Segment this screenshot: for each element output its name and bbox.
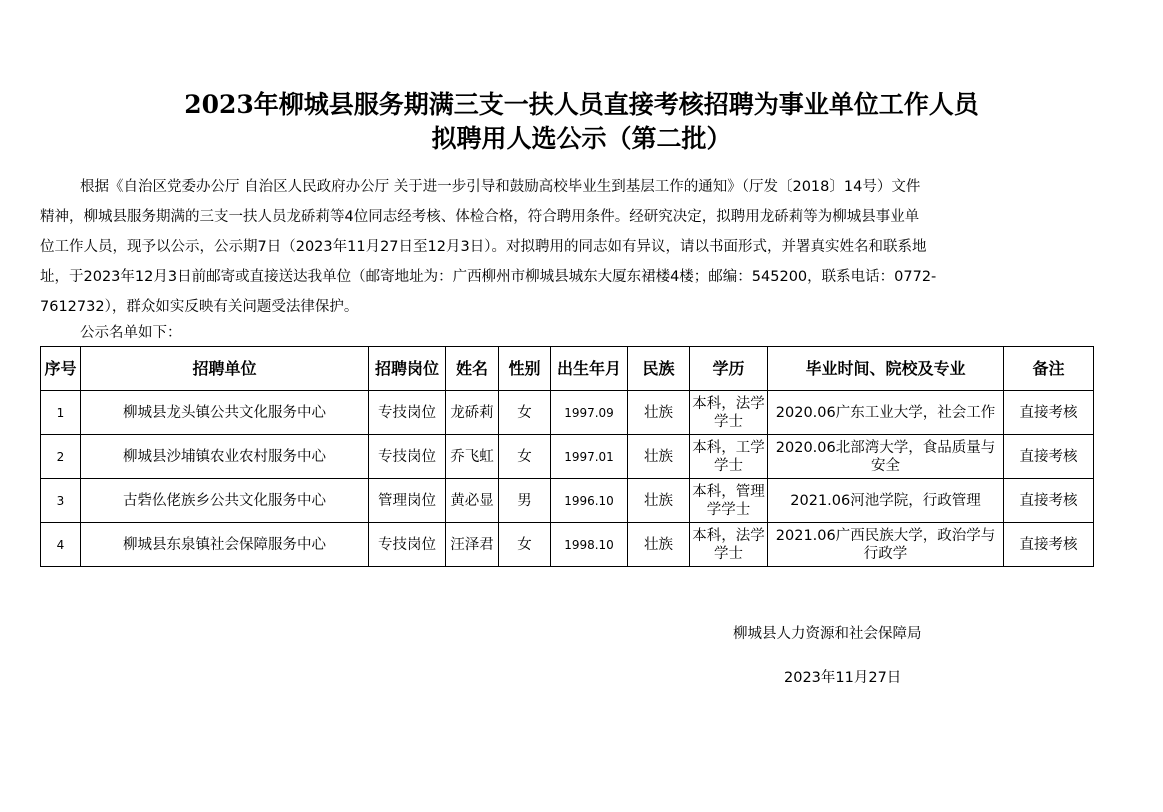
cell-unit: 柳城县沙埔镇农业农村服务中心 [81, 435, 369, 479]
col-header-remark: 备注 [1004, 347, 1094, 391]
cell-index: 1 [41, 391, 81, 435]
cell-ethnicity: 壮族 [628, 435, 690, 479]
col-header-ethnicity: 民族 [628, 347, 690, 391]
table-row [41, 391, 1094, 435]
cell-remark: 直接考核 [1004, 479, 1094, 523]
notice-body [40, 172, 1092, 344]
col-header-birth: 出生年月 [551, 347, 628, 391]
cell-ethnicity: 壮族 [628, 391, 690, 435]
signature-org: 柳城县人力资源和社会保障局 [733, 626, 922, 642]
cell-gender: 男 [499, 479, 551, 523]
notice-line-5: 7612732），群众如实反映有关问题受法律保护。 [40, 299, 359, 315]
table-header-row [41, 347, 1094, 391]
cell-index: 4 [41, 523, 81, 567]
cell-post: 专技岗位 [369, 391, 446, 435]
cell-post: 专技岗位 [369, 523, 446, 567]
list-intro: 公示名单如下： [80, 325, 182, 341]
cell-education: 本科，管理学学士 [690, 479, 768, 523]
candidate-table [40, 346, 1094, 567]
cell-gender: 女 [499, 523, 551, 567]
page-title-line1: 2023年柳城县服务期满三支一扶人员直接考核招聘为事业单位工作人员 [184, 90, 979, 119]
cell-post: 管理岗位 [369, 479, 446, 523]
col-header-gender: 性别 [499, 347, 551, 391]
notice-line-2: 精神，柳城县服务期满的三支一扶人员龙硚莉等4位同志经考核、体检合格，符合聘用条件。经研究决定，拟聘用龙硚莉等为柳城县事业单 [40, 209, 920, 225]
col-header-post: 招聘岗位 [369, 347, 446, 391]
cell-education: 本科，法学学士 [690, 391, 768, 435]
cell-birth: 1997.01 [551, 435, 628, 479]
notice-line-4: 址，于2023年12月3日前邮寄或直接送达我单位（邮寄地址为：广西柳州市柳城县城东大厦东裙楼4楼；邮编：545200，联系电话：0772- [40, 269, 937, 285]
cell-remark: 直接考核 [1004, 435, 1094, 479]
cell-birth: 1998.10 [551, 523, 628, 567]
cell-birth: 1996.10 [551, 479, 628, 523]
cell-name: 乔飞虹 [446, 435, 499, 479]
cell-education: 本科，工学学士 [690, 435, 768, 479]
notice-line-1: 根据《自治区党委办公厅 自治区人民政府办公厅 关于进一步引导和鼓励高校毕业生到基层工作的通知》（厅发〔2018〕14号）文件 [80, 179, 921, 195]
page-title-line2: 拟聘用人选公示（第二批） [431, 124, 732, 153]
col-header-index: 序号 [41, 347, 81, 391]
col-header-education: 学历 [690, 347, 768, 391]
col-header-name: 姓名 [446, 347, 499, 391]
notice-line-3: 位工作人员，现予以公示，公示期7日（2023年11月27日至12月3日）。对拟聘用的同志如有异议，请以书面形式，并署真实姓名和联系地 [40, 239, 927, 255]
table-row [41, 479, 1094, 523]
col-header-graduation: 毕业时间、院校及专业 [768, 347, 1004, 391]
cell-unit: 古砦仫佬族乡公共文化服务中心 [81, 479, 369, 523]
cell-name: 汪泽君 [446, 523, 499, 567]
cell-name: 龙硚莉 [446, 391, 499, 435]
cell-graduation: 2021.06河池学院，行政管理 [768, 479, 1004, 523]
cell-ethnicity: 壮族 [628, 479, 690, 523]
cell-index: 2 [41, 435, 81, 479]
cell-remark: 直接考核 [1004, 523, 1094, 567]
cell-remark: 直接考核 [1004, 391, 1094, 435]
cell-graduation: 2020.06北部湾大学，食品质量与安全 [768, 435, 1004, 479]
cell-unit: 柳城县东泉镇社会保障服务中心 [81, 523, 369, 567]
table-row [41, 435, 1094, 479]
cell-gender: 女 [499, 391, 551, 435]
cell-education: 本科，法学学士 [690, 523, 768, 567]
col-header-unit: 招聘单位 [81, 347, 369, 391]
cell-gender: 女 [499, 435, 551, 479]
cell-post: 专技岗位 [369, 435, 446, 479]
signature-date: 2023年11月27日 [784, 670, 902, 686]
cell-ethnicity: 壮族 [628, 523, 690, 567]
cell-unit: 柳城县龙头镇公共文化服务中心 [81, 391, 369, 435]
table-row [41, 523, 1094, 567]
cell-index: 3 [41, 479, 81, 523]
cell-graduation: 2020.06广东工业大学，社会工作 [768, 391, 1004, 435]
cell-name: 黄必显 [446, 479, 499, 523]
cell-birth: 1997.09 [551, 391, 628, 435]
cell-graduation: 2021.06广西民族大学，政治学与行政学 [768, 523, 1004, 567]
